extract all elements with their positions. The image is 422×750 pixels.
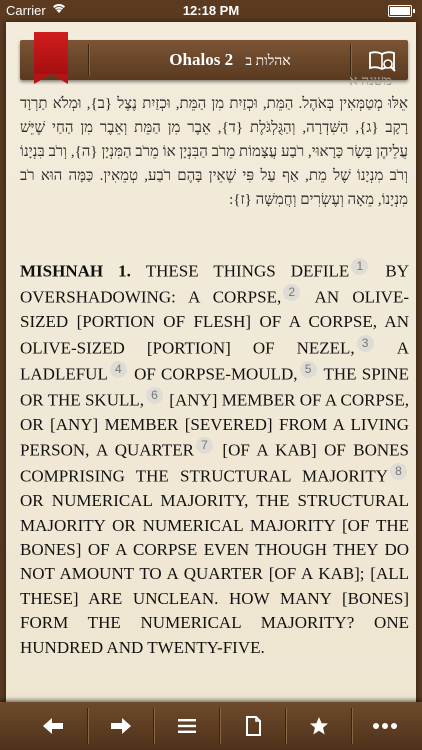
english-segment: AN OLIVE-SIZED [PORTION OF FLESH] OF A CORPSE, AN OLIVE-SIZED [PORTION] OF NEZEL, <box>20 287 409 358</box>
more-button[interactable] <box>352 702 418 750</box>
footnote-marker[interactable]: 3 <box>357 335 374 352</box>
favorite-button[interactable] <box>286 702 352 750</box>
footnote-marker[interactable]: 8 <box>390 463 407 480</box>
status-time: 12:18 PM <box>182 3 240 18</box>
battery-icon <box>388 5 412 17</box>
page-button[interactable] <box>220 702 286 750</box>
next-button[interactable] <box>88 702 154 750</box>
english-segment: THE SPINE OR THE SKULL, <box>20 364 409 410</box>
english-segment: BY OVERSHADOWING: A CORPSE, <box>20 261 409 307</box>
title-bar-divider <box>350 44 351 76</box>
english-segment: [OF A KAB] OF BONES COMPRISING THE STRUCTURAL MAJORITY <box>20 440 410 486</box>
title-english: Ohalos 2 <box>169 50 234 69</box>
page-icon <box>245 716 261 736</box>
footnote-marker[interactable]: 4 <box>110 361 127 378</box>
arrow-left-icon <box>42 716 64 736</box>
footnote-marker[interactable]: 1 <box>351 258 368 275</box>
bottom-toolbar <box>0 702 422 750</box>
footnote-marker[interactable]: 5 <box>300 361 317 378</box>
mishnah-label: MISHNAH 1. <box>20 261 131 281</box>
arrow-right-icon <box>110 716 132 736</box>
page-title[interactable] <box>110 40 350 80</box>
english-segment: THESE THINGS DEFILE <box>130 261 350 281</box>
contents-button[interactable] <box>154 702 220 750</box>
english-segment: [ANY] MEMBER OF A CORPSE, OR [ANY] MEMBER [SEVERED] FROM A LIVING PERSON, A QUARTER <box>20 390 409 460</box>
star-icon <box>309 716 329 736</box>
more-icon <box>372 722 398 730</box>
footnote-marker[interactable]: 7 <box>196 437 213 454</box>
footnote-marker[interactable]: 6 <box>146 387 163 404</box>
hebrew-mishnah-text: אֵלּוּ מְטַמְּאִין בְּאֹהֶל. הַמֵּת, וּכְזַיִת מִן הַמֵּת, וּכְזַיִת נֶצֶל {ב}, וּמְלֹא תַרְוָד רָקָב {ג}, הַשִּׁדְרָה, וְהַגֻּלְגֹּלֶת {ד}, אֵבֶר מִן הַמֵּת וְאֵבֶר מִן הַחַי שֶׁיֵּשׁ עֲלֵיהֶן בָּשָׂר כָּרָאוּי, רֹבַע עֲצָמוֹת מֵרֹב הַבִּנְיָן אוֹ מֵרֹב הַמִּנְיָן {ה}, וְרֹב בִּנְיָנוֹ וְרֹב מִנְיָנוֹ שֶׁל מֵת, אַף עַל פִּי שֶׁאֵין בָּהֶם רֹבַע, טְמֵאִין. כַּמָּה הוּא רֹב מִנְיָנוֹ, מֵאָה וְעֶשְׂרִים וְחֲמִשָּׁה {ז}: <box>20 96 408 208</box>
english-mishnah-text <box>20 258 409 660</box>
english-segment: OR NUMERICAL MAJORITY, THE STRUCTURAL MAJORITY OR NUMERICAL MAJORITY [OF THE BONES] OF A CORPSE EVEN THOUGH THEY DO NOT AMOUNT TO A QUARTER [OF A KAB]; [ALL THESE] ARE UNCLEAN. HOW MANY [BONES] FORM THE NUMERICAL MAJORITY? ONE HUNDRED AND TWENTY-FIVE. <box>20 491 409 657</box>
footnote-marker[interactable]: 2 <box>283 284 300 301</box>
status-bar <box>0 0 422 22</box>
bookmark-ribbon-icon[interactable] <box>34 32 68 74</box>
list-icon <box>177 717 197 735</box>
carrier-label: Carrier <box>6 3 46 18</box>
hebrew-mishnah-heading: משנה א <box>349 74 392 89</box>
english-segment: OF CORPSE-MOULD, <box>128 364 298 384</box>
title-bar-divider <box>88 44 89 76</box>
previous-button[interactable] <box>20 702 86 750</box>
english-segment: A LADLEFUL <box>20 338 409 384</box>
title-hebrew: אהלות ב <box>245 54 291 69</box>
